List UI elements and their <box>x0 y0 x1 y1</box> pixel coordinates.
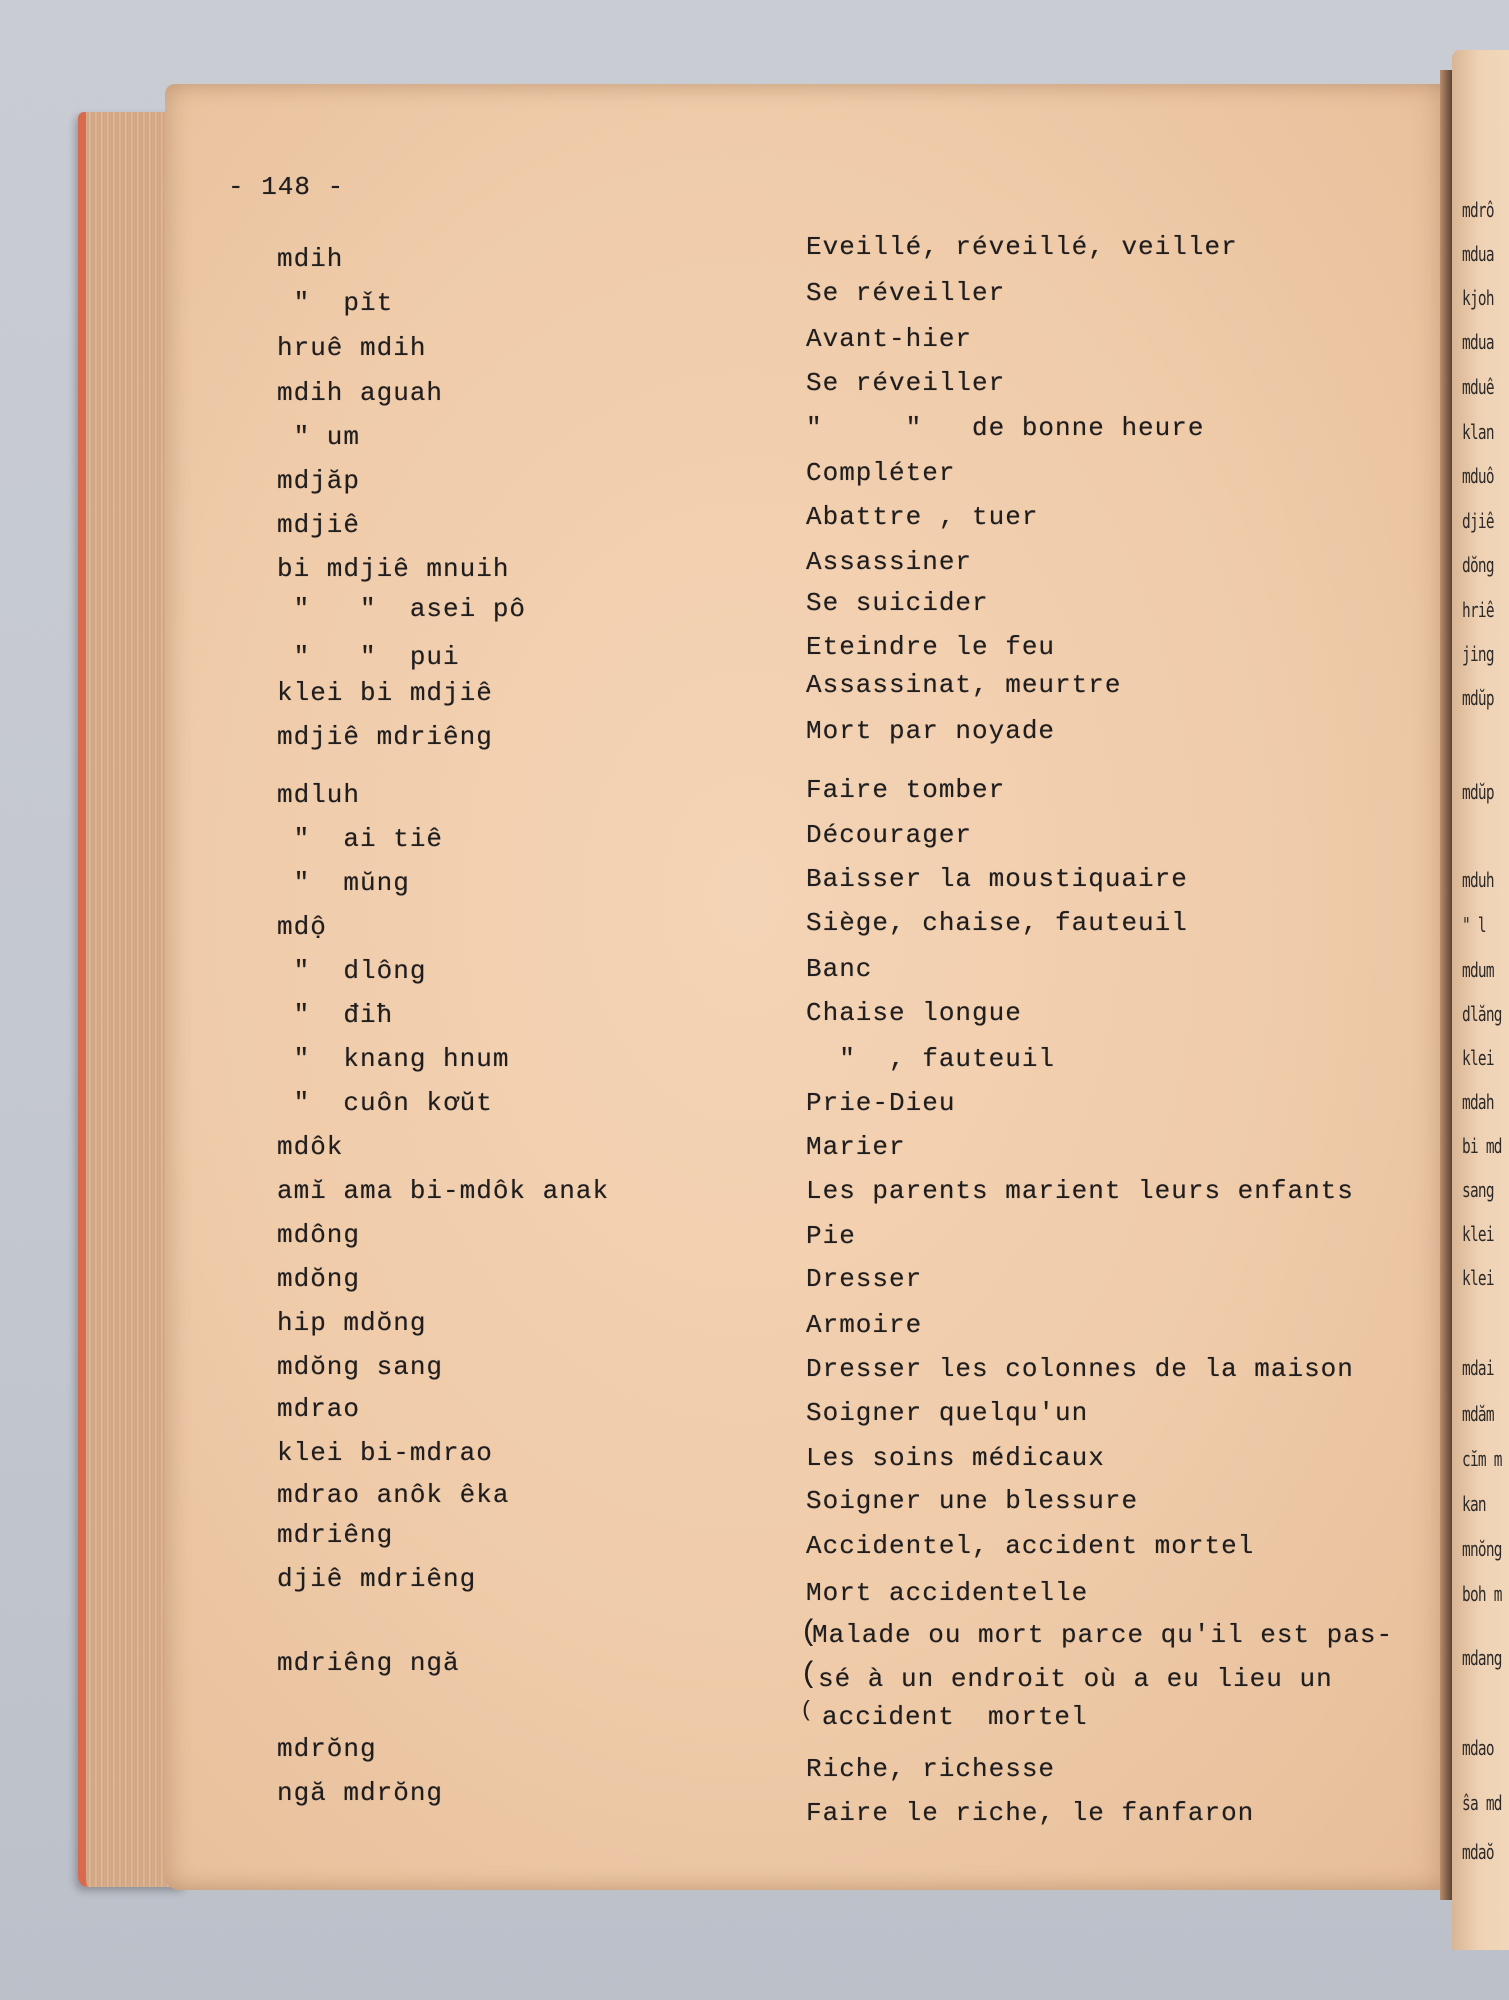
facing-page-fragment: mdao <box>1462 1736 1494 1760</box>
bracket-mark: ( <box>800 1698 814 1723</box>
entry-gloss: Les soins médicaux <box>806 1443 1105 1473</box>
facing-page-fragment: cĭm m <box>1462 1447 1502 1471</box>
facing-page-fragment: kan <box>1462 1492 1486 1516</box>
entry-term: mdrao anôk êka <box>277 1480 510 1510</box>
entry-term: mdộ <box>277 912 327 942</box>
facing-page-fragment: dŏng <box>1462 553 1494 577</box>
entry-gloss: Se suicider <box>806 588 989 618</box>
entry-term: amĭ ama bi-mdôk anak <box>277 1176 610 1206</box>
entry-gloss: Baisser la moustiquaire <box>806 864 1188 894</box>
entry-term: mdriêng ngă <box>277 1648 460 1678</box>
entry-gloss: Eveillé, réveillé, veiller <box>806 232 1238 262</box>
facing-page-fragment: mdum <box>1462 958 1494 982</box>
facing-page-fragment: mdŭp <box>1462 780 1494 804</box>
facing-page-fragment: mdŭp <box>1462 686 1494 710</box>
entry-gloss: Mort par noyade <box>806 716 1056 746</box>
entry-term: mdŏng sang <box>277 1352 444 1382</box>
entry-gloss: Se réveiller <box>806 278 1006 308</box>
facing-page <box>1452 50 1509 1950</box>
entry-term: " cuôn kơŭt <box>277 1088 493 1118</box>
entry-term: " " asei pô <box>277 594 527 624</box>
entry-term: mdjăp <box>277 466 361 496</box>
entry-term: hruê mdih <box>277 333 427 363</box>
entry-gloss: Prie-Dieu <box>806 1088 956 1118</box>
facing-page-fragment: mduô <box>1462 464 1494 488</box>
entry-gloss: Faire le riche, le fanfaron <box>806 1798 1255 1828</box>
facing-page-fragment: klei <box>1462 1222 1494 1246</box>
entry-gloss: Chaise longue <box>806 998 1022 1028</box>
facing-page-fragment: mduê <box>1462 375 1494 399</box>
facing-page-fragment: djiê <box>1462 509 1494 533</box>
facing-page-fragment: " l <box>1462 913 1486 937</box>
facing-page-fragment: mdai <box>1462 1356 1494 1380</box>
entry-term: mdông <box>277 1220 361 1250</box>
entry-term: mdrao <box>277 1394 361 1424</box>
entry-term: mdjiê mdriêng <box>277 722 493 752</box>
entry-gloss: Se réveiller <box>806 368 1006 398</box>
facing-page-fragment: kjoh <box>1462 286 1494 310</box>
entry-gloss: Avant-hier <box>806 324 973 354</box>
facing-page-fragment: klan <box>1462 420 1494 444</box>
entry-term: hip mdŏng <box>277 1308 427 1338</box>
entry-gloss: Riche, richesse <box>806 1754 1056 1784</box>
entry-term: ngă mdrŏng <box>277 1778 444 1808</box>
entry-gloss: Armoire <box>806 1310 923 1340</box>
entry-gloss-line: Malade ou mort parce qu'il est pas- <box>812 1620 1394 1650</box>
entry-gloss: Banc <box>806 954 873 984</box>
entry-gloss: Dresser les colonnes de la maison <box>806 1354 1354 1384</box>
entry-gloss: Compléter <box>806 458 956 488</box>
entry-gloss: Mort accidentelle <box>806 1578 1089 1608</box>
facing-page-fragment: jing <box>1462 642 1494 666</box>
facing-page-fragment: mnŏng <box>1462 1537 1502 1561</box>
facing-page-fragment: mduh <box>1462 868 1494 892</box>
entry-gloss-line: sé à un endroit où a eu lieu un <box>818 1664 1333 1694</box>
entry-gloss-line: accident mortel <box>822 1702 1088 1732</box>
facing-page-fragment: mdaŏ <box>1462 1840 1494 1864</box>
entry-gloss: Dresser <box>806 1264 923 1294</box>
entry-gloss: Eteindre le feu <box>806 632 1056 662</box>
entry-term: klei bi-mdrao <box>277 1438 493 1468</box>
entry-term: mdjiê <box>277 510 361 540</box>
entry-gloss: Les parents marient leurs enfants <box>806 1176 1354 1206</box>
entry-term: " " pui <box>277 642 460 672</box>
facing-page-fragment: klei <box>1462 1266 1494 1290</box>
entry-term: mdriêng <box>277 1520 394 1550</box>
entry-term: " knang hnum <box>277 1044 510 1074</box>
entry-gloss: Marier <box>806 1132 906 1162</box>
facing-page-fragment: mdua <box>1462 330 1494 354</box>
entry-term: " dlông <box>277 956 427 986</box>
page-number: - 148 - <box>228 172 345 202</box>
facing-page-fragment: hriê <box>1462 598 1494 622</box>
entry-gloss: Soigner quelqu'un <box>806 1398 1089 1428</box>
entry-gloss: Pie <box>806 1221 856 1251</box>
entry-gloss: Abattre , tuer <box>806 502 1039 532</box>
entry-gloss: " " de bonne heure <box>806 413 1205 443</box>
entry-term: " pǐt <box>277 288 394 318</box>
entry-gloss: Soigner une blessure <box>806 1486 1139 1516</box>
facing-page-fragment: ŝa md <box>1462 1791 1502 1815</box>
entry-term: " điħ <box>277 1000 394 1030</box>
entry-term: " ai tiê <box>277 824 444 854</box>
facing-page-fragment: mdăm <box>1462 1402 1494 1426</box>
entry-term: mdôk <box>277 1132 344 1162</box>
facing-page-fragment: mdrô <box>1462 198 1494 222</box>
entry-term: mdih <box>277 244 344 274</box>
facing-page-fragment: mdua <box>1462 242 1494 266</box>
facing-page-fragment: dlăng <box>1462 1002 1502 1026</box>
entry-term: mdluh <box>277 780 361 810</box>
facing-page-fragment: klei <box>1462 1046 1494 1070</box>
facing-page-fragment: mdang <box>1462 1646 1502 1670</box>
facing-page-fragment: bi md <box>1462 1134 1502 1158</box>
entry-term: " mŭng <box>277 868 410 898</box>
entry-term: bi mdjiê mnuih <box>277 554 510 584</box>
entry-gloss: Assassinat, meurtre <box>806 670 1122 700</box>
entry-gloss: Siège, chaise, fauteuil <box>806 908 1188 938</box>
facing-page-fragment: sang <box>1462 1178 1494 1202</box>
facing-page-fragment: boh m <box>1462 1582 1502 1606</box>
bracket-mark: ( <box>800 1658 819 1692</box>
entry-gloss: " , fauteuil <box>806 1044 1056 1074</box>
entry-gloss: Décourager <box>806 820 973 850</box>
entry-term: mdŏng <box>277 1264 361 1294</box>
bracket-mark: ( <box>800 1616 819 1650</box>
entry-term: " um <box>277 422 361 452</box>
entry-gloss: Faire tomber <box>806 775 1006 805</box>
entry-term: djiê mdriêng <box>277 1564 477 1594</box>
entry-gloss: Assassiner <box>806 547 973 577</box>
entry-term: klei bi mdjiê <box>277 678 493 708</box>
facing-page-fragment: mdah <box>1462 1090 1494 1114</box>
entry-term: mdih aguah <box>277 378 444 408</box>
entry-term: mdrŏng <box>277 1734 377 1764</box>
entry-gloss: Accidentel, accident mortel <box>806 1531 1255 1561</box>
